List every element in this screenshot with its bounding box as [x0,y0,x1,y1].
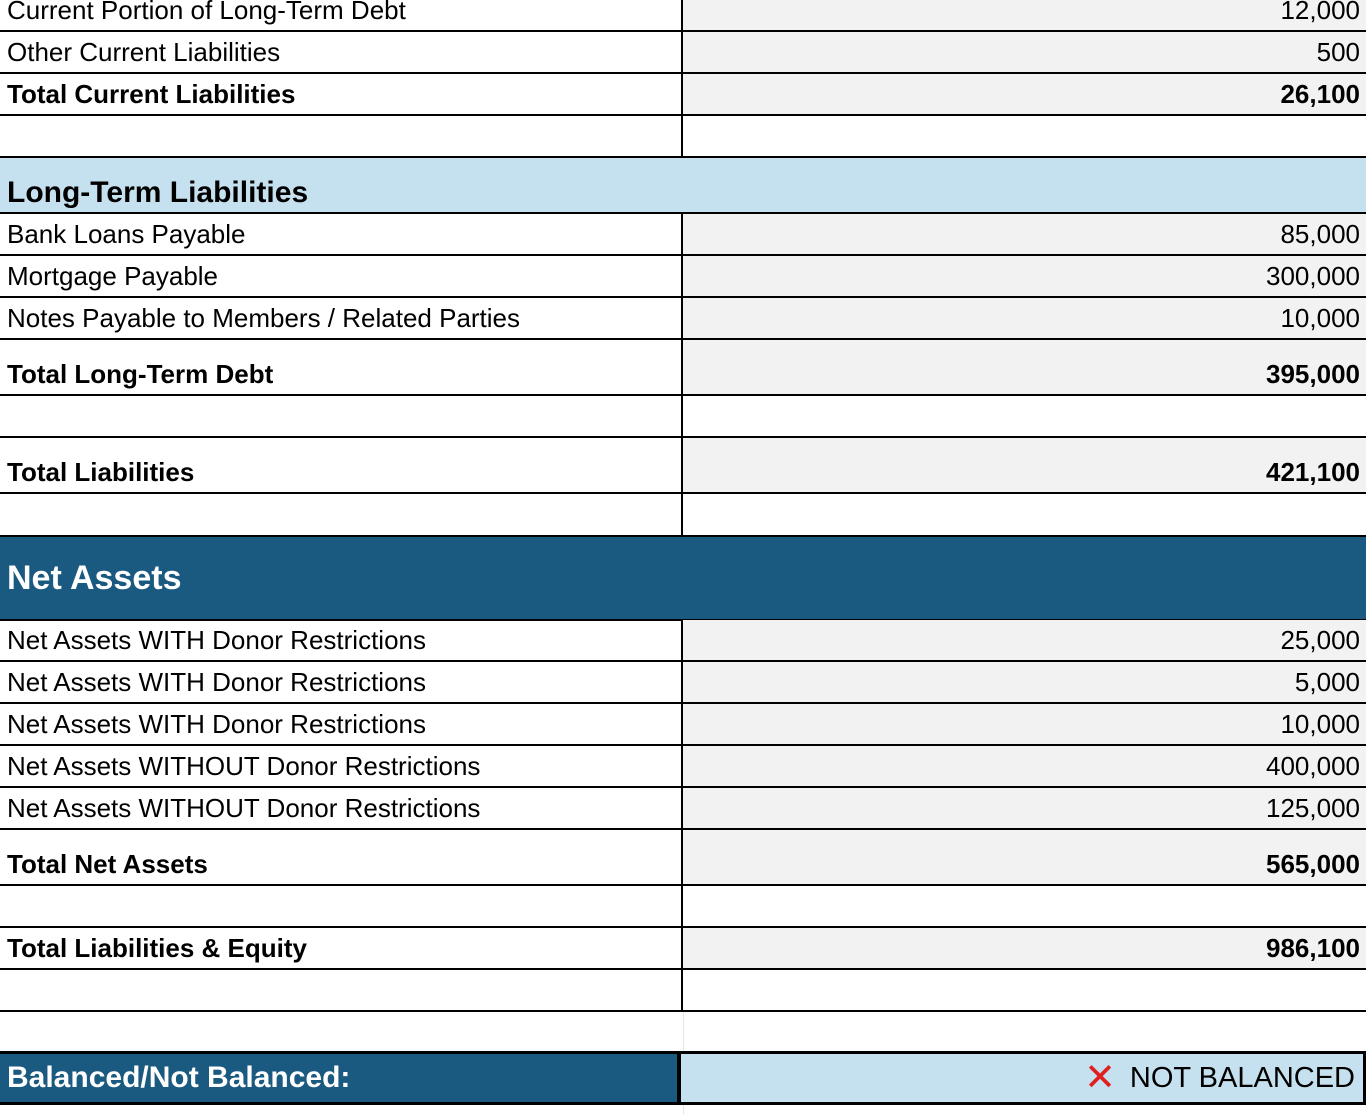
total-row [0,438,1366,494]
balance-check-row [0,1051,1366,1105]
total-label[interactable]: Total Liabilities & Equity [0,928,683,968]
blank-cell[interactable] [0,886,683,926]
total-label[interactable]: Total Liabilities [0,438,683,492]
blank-row [0,116,1366,157]
row-value[interactable]: 400,000 [683,746,1366,786]
blank-cell[interactable] [0,970,683,1010]
total-value[interactable]: 395,000 [683,340,1366,394]
total-value[interactable]: 565,000 [683,830,1366,884]
total-row [0,74,1366,116]
blank-cell[interactable] [683,494,1366,536]
total-value[interactable]: 421,100 [683,438,1366,492]
row-value[interactable]: 5,000 [683,662,1366,702]
row-value[interactable]: 10,000 [683,298,1366,338]
total-label[interactable]: Total Current Liabilities [0,74,683,114]
row-label[interactable]: Net Assets WITH Donor Restrictions [0,662,683,702]
blank-row [0,494,1366,536]
section-header-net-assets: Net Assets [0,535,1366,621]
blank-cell[interactable] [0,494,683,536]
blank-row [0,396,1366,438]
blank-cell[interactable] [683,970,1366,1010]
table-row [0,704,1366,746]
blank-cell[interactable] [0,116,683,157]
row-label[interactable]: Net Assets WITHOUT Donor Restrictions [0,788,683,828]
balance-status-cell[interactable] [681,1054,1366,1102]
table-row [0,298,1366,340]
row-value[interactable]: 85,000 [683,214,1366,254]
row-value[interactable]: 25,000 [683,620,1366,660]
table-row [0,0,1366,32]
blank-cell[interactable] [683,396,1366,436]
table-row [0,32,1366,74]
total-label[interactable]: Total Net Assets [0,830,683,884]
row-value[interactable]: 12,000 [683,0,1366,30]
total-label[interactable]: Total Long-Term Debt [0,340,683,394]
table-row [0,746,1366,788]
row-value[interactable]: 500 [683,32,1366,72]
blank-cell[interactable] [683,886,1366,926]
row-value[interactable]: 10,000 [683,704,1366,744]
total-row [0,340,1366,396]
balance-label[interactable]: Balanced/Not Balanced: [0,1054,681,1102]
section-header-long-term: Long-Term Liabilities [0,156,1366,214]
cross-mark-icon: ✕ [1084,1057,1116,1099]
total-row [0,928,1366,970]
row-label[interactable]: Net Assets WITHOUT Donor Restrictions [0,746,683,786]
table-row [0,788,1366,830]
row-label[interactable]: Notes Payable to Members / Related Parties [0,298,683,338]
row-label[interactable]: Bank Loans Payable [0,214,683,254]
row-value[interactable]: 125,000 [683,788,1366,828]
row-value[interactable]: 300,000 [683,256,1366,296]
balance-status: NOT BALANCED [1129,1061,1355,1094]
table-row [0,662,1366,704]
blank-cell[interactable] [683,116,1366,157]
table-row [0,256,1366,298]
row-label[interactable]: Mortgage Payable [0,256,683,296]
row-label[interactable]: Net Assets WITH Donor Restrictions [0,704,683,744]
total-value[interactable]: 26,100 [683,74,1366,114]
total-value[interactable]: 986,100 [683,928,1366,968]
row-label[interactable]: Net Assets WITH Donor Restrictions [0,620,683,660]
table-row [0,620,1366,662]
blank-cell[interactable] [0,396,683,436]
blank-row [0,970,1366,1012]
blank-row [0,886,1366,928]
total-row [0,830,1366,886]
table-row [0,214,1366,256]
row-label[interactable]: Current Portion of Long-Term Debt [0,0,683,30]
row-label[interactable]: Other Current Liabilities [0,32,683,72]
